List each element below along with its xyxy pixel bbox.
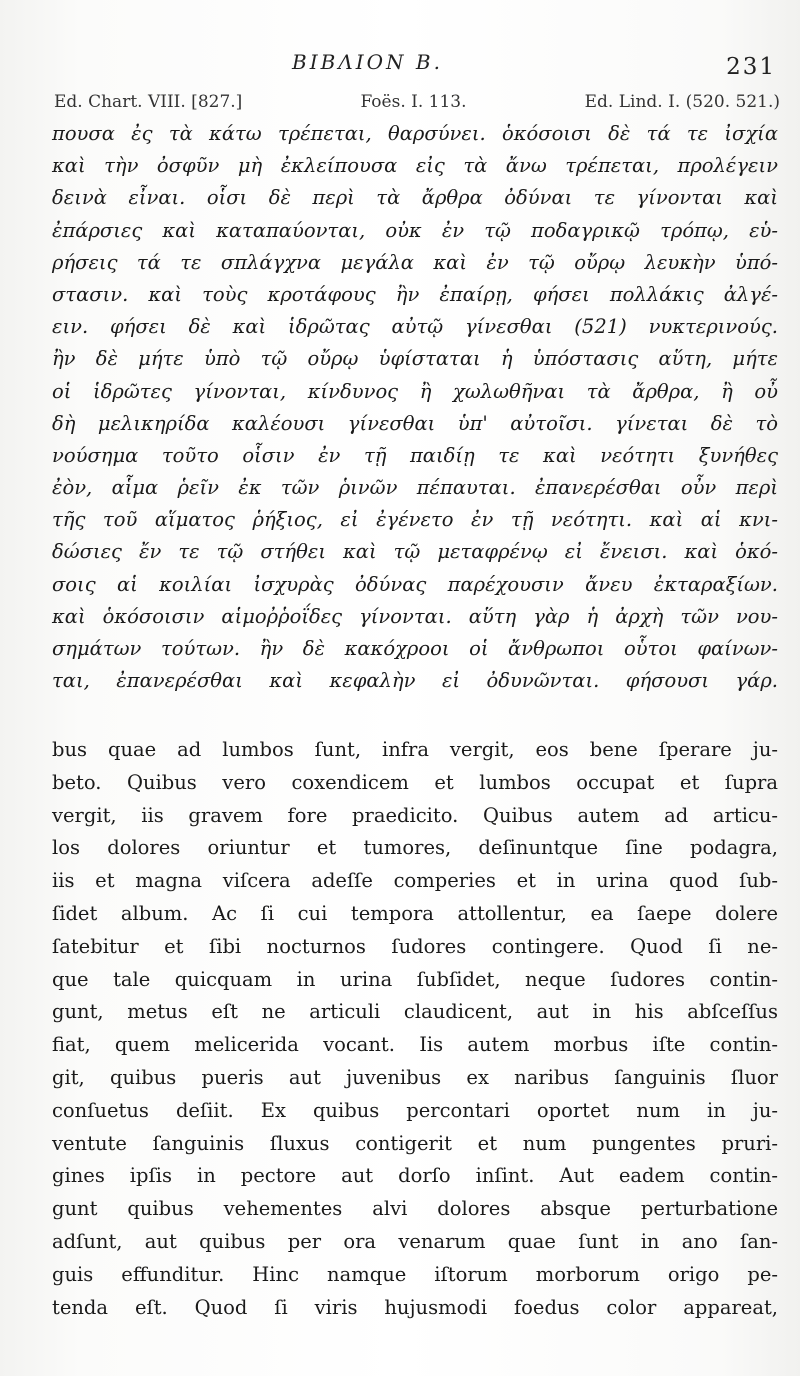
- latin-line: bus quae ad lumbos ſunt, infra vergit, eos bene ſperare ju-: [52, 738, 778, 761]
- latin-line: los dolores oriuntur et tumores, deſinuntque ſine podagra,: [52, 836, 778, 860]
- greek-line: οἱ ἱδρῶτες γίνονται, κίνδυνος ἢ χωλωθῆναι τὰ ἄρθρα, ἢ οὖ: [52, 379, 778, 403]
- latin-line: git, quibus pueris aut juvenibus ex naribus ſanguinis ſluor: [52, 1065, 778, 1089]
- latin-line: ſidet album. Ac ſi cui tempora attollentur, ea ſaepe dolere: [52, 901, 778, 925]
- greek-line: ειν. φήσει δὲ καὶ ἱδρῶτας αὐτῷ γίνεσθαι (521) νυκτερινούς.: [52, 315, 778, 339]
- linden-edition-ref: Ed. Lind. I. (520. 521.): [584, 92, 780, 112]
- greek-text-block: [52, 118, 778, 697]
- greek-line: ται, ἐπανερέσθαι καὶ κεφαλὴν εἰ ὀδυνῶνται. φήσουσι γάρ.: [52, 669, 778, 693]
- foesius-edition-ref: Foës. I. 113.: [360, 92, 467, 112]
- latin-line: vergit, iis gravem fore praedicito. Quibus autem ad articu-: [52, 803, 778, 827]
- greek-line: δώσιες ἔν τε τῷ στήθει καὶ τῷ μεταφρένῳ εἰ ἔνεισι. καὶ ὁκό-: [52, 540, 778, 564]
- greek-line: ἐὸν, αἷμα ῥεῖν ἐκ τῶν ῥινῶν πέπαυται. ἐπανερέσθαι οὖν περὶ: [52, 476, 778, 500]
- latin-line: beto. Quibus vero coxendicem et lumbos occupat et ſupra: [52, 770, 778, 794]
- latin-translation-block: [52, 734, 778, 1324]
- latin-line: iis et magna viſcera adeſſe comperies et in urina quod ſub-: [52, 869, 778, 893]
- latin-line: que tale quicquam in urina ſubſidet, neque ſudores contin-: [52, 967, 778, 991]
- page-number: 231: [726, 54, 776, 80]
- greek-line: καὶ τὴν ὀσφῦν μὴ ἐκλείπουσα εἰς τὰ ἄνω τρέπεται, προλέγειν: [52, 154, 778, 178]
- greek-line: ἐπάρσιες καὶ καταπαύονται, οὐκ ἐν τῷ ποδαγρικῷ τρόπῳ, εὑ-: [52, 218, 778, 242]
- latin-line: guis effunditur. Hinc namque iſtorum morborum origo pe-: [52, 1262, 778, 1286]
- greek-line: τῆς τοῦ αἵματος ῥήξιος, εἰ ἐγένετο ἐν τῇ νεότητι. καὶ αἱ κνι-: [52, 508, 778, 532]
- latin-line: conſuetus deſiit. Ex quibus percontari oportet num in ju-: [52, 1098, 778, 1122]
- greek-line: σημάτων τούτων. ἢν δὲ κακόχροοι οἱ ἄνθρωποι οὗτοι φαίνων-: [52, 637, 778, 660]
- greek-line: καὶ ὁκόσοισιν αἱμοῤῥοΐδες γίνονται. αὕτη γὰρ ἡ ἀρχὴ τῶν νου-: [52, 604, 778, 628]
- latin-line: ſatebitur et ſibi nocturnos ſudores contingere. Quod ſi ne-: [52, 934, 778, 958]
- greek-line: ρήσεις τά τε σπλάγχνα μεγάλα καὶ ἐν τῷ οὔρῳ λευκὴν ὑπό-: [52, 250, 778, 274]
- latin-line: gunt, metus eſt ne articuli claudicent, aut in his abſceſſus: [52, 1000, 778, 1024]
- latin-line: tenda eſt. Quod ſi viris hujusmodi foedus color appareat,: [52, 1295, 778, 1319]
- greek-line: σοις αἱ κοιλίαι ἰσχυρὰς ὀδύνας παρέχουσιν ἄνευ ἐκταραξίων.: [52, 572, 778, 596]
- latin-line: adſunt, aut quibus per ora venarum quae ſunt in ano ſan-: [52, 1229, 778, 1253]
- greek-line: πουσα ἐς τὰ κάτω τρέπεται, θαρσύνει. ὁκόσοισι δὲ τά τε ἰσχία: [52, 122, 778, 145]
- greek-line: δεινὰ εἶναι. οἷσι δὲ περὶ τὰ ἄρθρα ὀδύναι τε γίνονται καὶ: [52, 186, 778, 210]
- latin-line: fiat, quem melicerida vocant. Iis autem morbus iſte contin-: [52, 1033, 778, 1057]
- edition-reference-line: [54, 92, 780, 112]
- running-title: ΒΙΒΛΙΟΝ Β.: [292, 50, 443, 74]
- running-head: [0, 44, 800, 84]
- latin-line: ventute ſanguinis ſluxus contigerit et num pungentes pruri-: [52, 1131, 778, 1155]
- latin-line: gines ipſis in pectore aut dorſo inſint. Aut eadem contin-: [52, 1164, 778, 1188]
- greek-line: στασιν. καὶ τοὺς κροτάφους ἢν ἐπαίρῃ, φήσει πολλάκις ἀλγέ-: [52, 282, 778, 306]
- greek-line: δὴ μελικηρίδα καλέουσι γίνεσθαι ὑπ' αὐτοῖσι. γίνεται δὲ τὸ: [52, 411, 778, 435]
- latin-line: gunt quibus vehementes alvi dolores absque perturbatione: [52, 1197, 778, 1221]
- greek-line: νούσημα τοῦτο οἷσιν ἐν τῇ παιδίῃ τε καὶ νεότητι ξυνήθες: [52, 443, 778, 467]
- chartier-edition-ref: Ed. Chart. VIII. [827.]: [54, 92, 243, 112]
- greek-line: ἢν δὲ μήτε ὑπὸ τῷ οὔρῳ ὑφίσταται ἡ ὑπόστασις αὕτη, μήτε: [52, 347, 778, 371]
